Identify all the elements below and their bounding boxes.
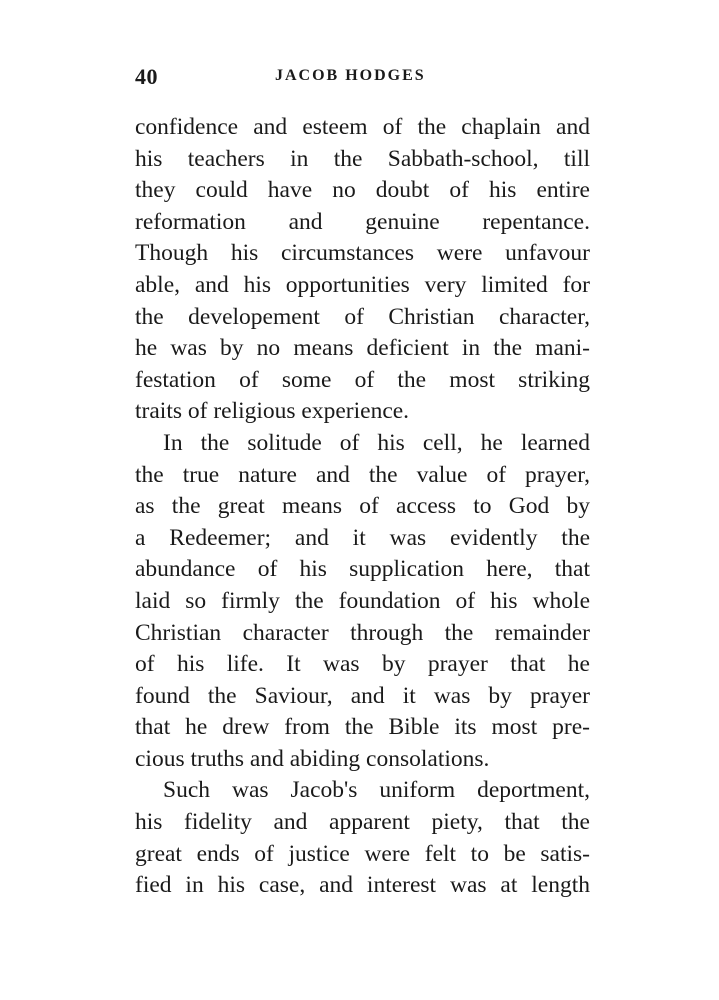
text-line: festation of some of the most striking bbox=[135, 366, 590, 393]
text-line: Though his circumstances were unfavour bbox=[135, 240, 590, 267]
text-line: In the solitude of his cell, he learned bbox=[163, 429, 590, 456]
body-text bbox=[135, 112, 590, 902]
text-line: Christian character through the remainder bbox=[135, 619, 590, 646]
text-line: able, and his opportunities very limited for bbox=[135, 271, 590, 298]
text-line: laid so firmly the foundation of his whole bbox=[135, 587, 590, 614]
text-line: reformation and genuine repentance. bbox=[135, 208, 590, 235]
text-line: his teachers in the Sabbath-school, till bbox=[135, 145, 590, 172]
text-line: Such was Jacob's uniform deportment, bbox=[163, 777, 590, 804]
text-line: found the Saviour, and it was by prayer bbox=[135, 682, 590, 709]
text-line: as the great means of access to God by bbox=[135, 493, 590, 520]
text-line: great ends of justice were felt to be satis- bbox=[135, 840, 590, 867]
text-line: traits of religious experience. bbox=[135, 398, 410, 425]
text-line: they could have no doubt of his entire bbox=[135, 177, 590, 204]
running-header bbox=[135, 64, 590, 94]
text-line: the true nature and the value of prayer, bbox=[135, 461, 590, 488]
text-line: fied in his case, and interest was at length bbox=[135, 872, 590, 899]
text-line: the developement of Christian character, bbox=[135, 303, 590, 330]
text-line: a Redeemer; and it was evidently the bbox=[135, 524, 590, 551]
text-line: cious truths and abiding consolations. bbox=[135, 745, 490, 772]
text-line: he was by no means deficient in the mani- bbox=[135, 335, 590, 362]
text-line: his fidelity and apparent piety, that the bbox=[135, 809, 590, 836]
text-line: of his life. It was by prayer that he bbox=[135, 651, 590, 678]
text-line: abundance of his supplication here, that bbox=[135, 556, 590, 583]
text-line: confidence and esteem of the chaplain and bbox=[135, 114, 590, 140]
text-line: that he drew from the Bible its most pre- bbox=[135, 714, 590, 741]
running-title: JACOB HODGES bbox=[275, 67, 426, 84]
page-number: 40 bbox=[135, 64, 158, 89]
